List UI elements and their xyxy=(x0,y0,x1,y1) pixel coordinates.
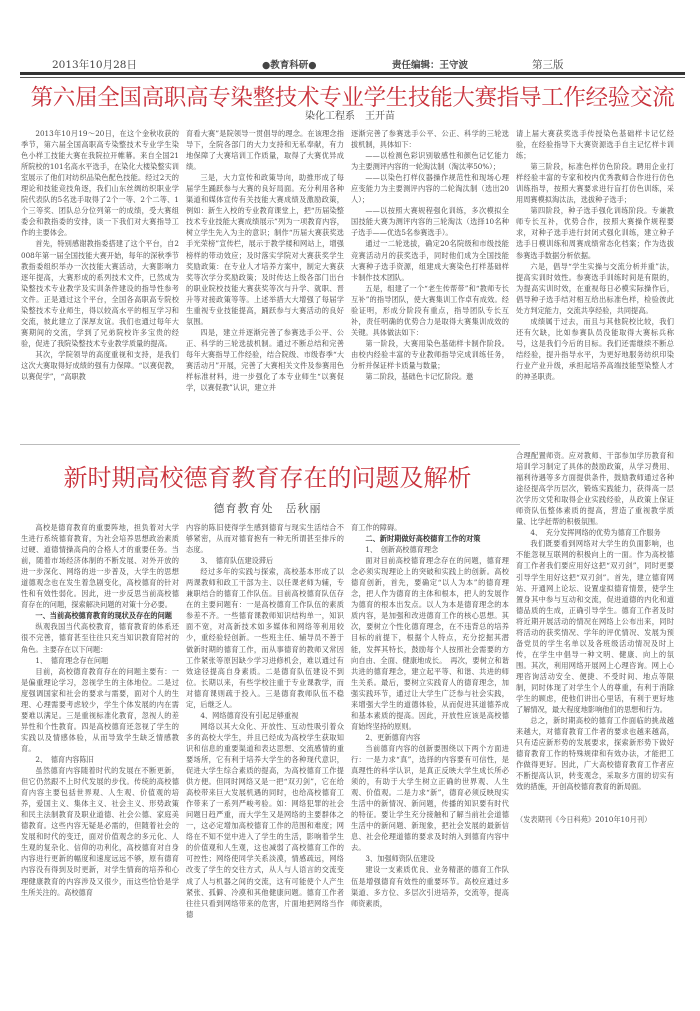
section-heading: 一、当前高校德育教育的现状及存在的问题 xyxy=(35,611,172,621)
article2-column-1 xyxy=(21,522,179,898)
paragraph: 纵观我国当代高校教育，德育教育的体系还很不完善，德育甚至往往只充当知识教育陪衬的角色。主要存在以下问题： xyxy=(21,622,179,654)
paragraph: 1、 德育理念存在问题 xyxy=(35,655,109,665)
paragraph: 通过一二轮选拔，确定20名院级和市级技能竞赛活动月的获奖选手，同时他们成为全国技能大赛种子选手资源，组建成大赛染色打样基础样卡制作技术团队。 xyxy=(351,239,509,282)
paragraph: 4、 充分发挥网络的优势为德育工作服务 xyxy=(530,528,661,538)
paragraph: 第一阶段，大赛用染色基础样卡制作阶段。由校内经验丰富的专业教师指导完成训练任务，分析并保证样卡质量与数量； xyxy=(351,338,509,370)
issue-date: 2013年10月28日 xyxy=(52,59,137,71)
paragraph: 第三阶段，标准色样仿色阶段。聘用企业打样经验丰富的专家和校内优秀教师合作进行仿色训练指导，按照大赛要求进行盲打仿色训练，采用周赛模拟淘汰法，选拔种子选手； xyxy=(516,162,674,205)
article2-byline: 德育教育处 岳秋丽 xyxy=(213,502,322,515)
paragraph: 3、 德育队伍建设滞后 xyxy=(200,556,274,566)
paragraph: 建设一支素质优良、业务精湛的德育工作队伍是增强德育有效性的重要环节。高校应通过多渠道、多方位、多层次引进培养，交流等，提高师资素质， xyxy=(351,865,509,908)
paragraph: 请上届大赛获奖选手传授染色基础样卡记忆经验，在经验指导下大赛资源选手自主记忆样卡训练； xyxy=(516,129,674,161)
article2-title: 新时期高校德育教育存在的问题及解析 xyxy=(63,464,472,492)
paragraph: 我们既要看到网络对大学生的负面影响，也不能忽视互联网的积极向上的一面。作为高校德育工作者我们要应用好这把“双刃剑”，同时更要引导学生用好这把“双刃剑”。首先，建立德育网站、开通网上论坛、设置虚拟德育情景，使学生置身其中参与互动和交流，促进道德的内化和道德品质的生成，正确引导学生。德育工作者及时将近期开展活动的情况在网络上公布出来，同时将活动的获奖情况、学年的评优情况、发展为预备党员的学生名单以及各班级活动情况及时上传，在学生中倡导一种文明、健康、向上的氛围。其次，利用网络开展网上心理咨询。网上心理咨询活动安全、便捷、不受时间、地点等限制，同时体现了对学生个人的尊重，有利于消除学生的顾虑，使他们讲出心里话，有利于更好地了解情况，最大程度地影响他们的思想和行为。 xyxy=(516,539,674,715)
source-citation: （发表期刊《今日科苑》2010年10月刊） xyxy=(516,815,652,825)
article2-column-4 xyxy=(516,450,674,826)
paragraph: 四是，建立并逐渐完善了参赛选手公平、公正、科学的三轮选拔机制。通过不断总结和完善每年大赛指导工作经验，结合院级、市级春季“大赛活动月”开展，完善了大赛相关文件及参赛用色样标准材料，进一步强化了本专业师生“以赛促学，以赛促教”认识，建立并 xyxy=(186,327,344,393)
paragraph: ——以染色打样仪器操作规范性和现场心理应变能力为主要测评内容的二轮淘汰制（选出20人）； xyxy=(351,173,509,205)
paragraph: 第四阶段，种子选手强化训练阶段。专兼教师专长互补，优势合作，按照大赛操作规程要求，对种子选手进行封闭式强化训练，建立种子选手日模训练和周赛成绩常态化档案；作为选拔参赛选手数据分析依据。 xyxy=(516,206,674,260)
paragraph: 经过多年的实践与探索，高校基本形成了以两课教师和政工干部为主、以任课老师为辅，专兼职结合的德育工作队伍。目前高校德育队伍存在的主要问题有：一是高校德育工作队伍的素质参差不齐。一些德育课教师知识结构单一，知识面不宽，对高新技术如多媒体和网络等利用较少，重经验轻创新。一些班主任、辅导员不善于做新时期的德育工作，而从事德育的教师又常因工作紧张等原因缺少学习进修机会，难以通过有效途径提高自身素质。二是德育队伍建设不到位。长期以来，有些学校注重于专业课教学，而对德育课则疏于投入。三是德育教师队伍不稳定，后继乏人。 xyxy=(186,567,344,709)
section-heading: 二、新时期做好高校德育工作的对策 xyxy=(365,534,481,544)
paragraph: 育工作的障碍。 xyxy=(351,523,402,532)
masthead-rule-thick xyxy=(20,72,685,75)
paragraph: 其次，学院领导的高度重视和支持，是我们这次大赛取得好成绩的强有力保障。“以赛促教，以赛促学”，“高职教 xyxy=(21,349,179,382)
paragraph: 内容的陈旧使得学生感到德育与现实生活结合不够紧密，从而对德育抱有一种无所谓甚至排斥的态度。 xyxy=(186,523,344,555)
paragraph: 2013年10月19～20日，在这个金秋收获的季节，第六届全国高职高专染整技术专业学生染色小样工技能大赛在我院拉开帷幕。来自全国21所院校的101名高水平选手，在染化大楼染整实训室展示了他们对纺织品染色配色技能。经过2天的理论和技能竞技角逐，我们山东丝绸纺织职业学院代表队的5名选手取得了2个一等、2个二等、1个三等奖、团队总分位列第一的成绩，受大赛组委会和教指委的安排，谈一下我们对大赛指导工作的主要体会。 xyxy=(21,129,179,238)
article1-column-1 xyxy=(21,128,179,382)
article1-column-4 xyxy=(516,128,674,382)
paragraph: 逐渐完善了参赛选手公平、公正、科学的三轮选拔机制，具体如下： xyxy=(351,129,509,150)
paragraph: 2、 德育内容陈旧 xyxy=(35,754,94,764)
masthead-rule-thin xyxy=(20,77,685,78)
paragraph: 网络以其大众化、开放性、互动性吸引着众多的高校大学生，并且已经成为高校学生获取知识和信息的重要渠道和表达思想、交流感情的重要场所，它有利于培养大学生的各种现代意识，促进大学生综合素质的提高，为高校德育工作提供方便。但同时网络又是一把“双刃剑”，它在给高校带来巨大发展机遇的同时，也给高校德育工作带来了一系列严峻考验。如：网络犯罪的社会问题日趋严重，而大学生又是网络的主要群体之一，这必定增加高校德育工作的范围和难度；网络在不知不觉中进入了学生的生活，影响着学生的价值观和人生观，这也减弱了高校德育工作的可控性；网络使同学关系淡漠，情感疏远，网络改变了学生的交往方式，从人与人语言的交流变成了人与机器之间的交流，这有可能使个人产生紧张、孤僻、冷漠和其他健康问题。德育工作者往往只看到网络带来的危害，片面地把网络当作德 xyxy=(186,721,344,919)
article1-column-2 xyxy=(186,128,344,393)
paragraph: 三是，大力宣传和政策导向，助推形成了每届学生踊跃参与大赛的良好局面。充分利用各种渠道和媒体宣传有关技能大赛成绩及激励政策，例如：新生入校的专业教育课堂上，把“历届染整技术专业技能大赛成绩展示”列为一项教育内容，树立学生先入为主的意识；制作“历届大赛获奖选手光荣榜”宣传栏，展示于教学楼和网站上，增强榜样的带动效应；及时落实学院对大赛获奖学生奖励政策：在专业人才培养方案中，制定大赛获奖等次学分奖励政策；及时传达上级各部门出台的职业院校技能大赛获奖等次与升学、就职、晋升等对接政策等等。上述举措大大增强了每届学生重视专业技能提高，踊跃参与大赛活动的良好氛围。 xyxy=(186,173,344,326)
paragraph: ——以按照大赛规程强化训练，多次模拟全国技能大赛为测评内容的三轮淘汰（选择10名种子选手——优选5名参赛选手）。 xyxy=(351,206,509,238)
paragraph: 目前，高校德育教育存在的问题主要有：一是偏重理论学习，忽视学生的主体地位。二是过度强调国家和社会的要求与需要，面对个人的生理、心理需要考虑较少，学生个体发展的内在需要难以满足。三是重视标准化教育，忽视人的差异性和个性教育。四是高校德育还忽视了学生的实践以及情感体验，从而导致学生缺乏情感教育。 xyxy=(21,666,179,753)
page-number: 第三版 xyxy=(532,59,564,71)
paragraph: 成绩属于过去，而且与其他院校比较，我们还有欠缺，比如参赛队员没能取得大赛标兵称号，这是我们今后的目标。我们还需继续不断总结经验，提升指导水平，为更好地服务纺织印染行业产业升级，承担起培养高端技能型染整人才的神圣职责。 xyxy=(516,316,674,382)
paragraph: 总之，新时期高校的德育工作面临的挑战越来越大，对德育教育工作者的要求也越来越高，只有适应新形势的发展要求，探索新形势下做好德育教育工作的特殊规律和有效办法，才能把工作做得更好。因此，广大高校德育教育工作者应不断提高认识，转变观念，采取多方面的切实有效的措施，开创高校德育教育的新局面。 xyxy=(516,716,674,792)
article2-column-2 xyxy=(186,522,344,920)
paragraph: 首先，特别感谢教指委搭建了这个平台，自2008年第一届全国技能大赛开始，每年的深秋季节教指委组织举办一次技能大赛活动，大赛影响力逐年提高，大赛形成的系列技术文件，已然成为染整技术专业教学及实训条件建设的指导性参考文件。正是通过这个平台，全国各高职高专院校染整技术专业师生，得以较高水平的相互学习和交流，彼此建立了深厚友谊。我们也通过每年大赛期间的交流，学到了兄弟院校许多宝贵的经验，促进了我院染整技术专业教学质量的提高。 xyxy=(21,239,179,348)
article1-title: 第六届全国高职高专染整技术专业学生技能大赛指导工作经验交流 xyxy=(30,85,675,111)
paragraph: 六是，倡导“学生实操与交流分析并重”法，提高实训时效性。参赛选手训练时间是有限的，为提高实训时效，在重视每日必模实际操作后，倡导种子选手结对相互给出标准色样，检验彼此处方判定能力，交流共享经验，共同提高。 xyxy=(516,261,674,315)
paragraph: ——以检测色彩识别敏感性和颜色记忆能力为主要测评内容的一轮淘汰制（淘汰率50%）； xyxy=(351,151,509,172)
paragraph: 第二阶段，基础色卡记忆阶段。邀 xyxy=(365,372,474,382)
paragraph: 合理配置师资。应对教师、干部参加学历教育和培训学习制定了具体的鼓励政策，从学习费用、福利待遇等多方面提供条件，鼓励教师通过各种途径提高学历层次，锻炼实践能力，获得高一层次学历文凭和取得企业实践经验，从政策上保证师资队伍整体素质的提高，营造了重视教学质量、比学赶帮的积极氛围。 xyxy=(516,451,674,527)
paragraph: 虽然德育内容随着时代的发展在不断更新，但它仍然跟不上时代发展的步伐。传统的高校德育内容主要包括世界观、人生观、价值观的培养，爱国主义、集体主义、社会主义、形势政策和民主法制教育及职业道德、社会公德、家庭美德教育。这些内容无疑是必需的，但随着社会的发展和时代的变迁，面对价值观念的多元化、人生观的复杂化、信仰的功利化，高校德育对自身内容进行更新的幅度和速度远远不够，原有德育内容没有得到及时更新，对学生情商的培养和心理健康教育的内容涉及又很少，而这些恰恰是学生所关注的。高校德育 xyxy=(21,766,179,897)
paragraph: 1、 创新高校德育理念 xyxy=(365,545,439,555)
article-divider xyxy=(20,444,520,445)
paragraph: 育看大赛”是院领导一贯倡导的理念。在该理念指导下，全院各部门的大力支持和无私奉献，有力地保障了大赛培训工作质量，取得了大赛优异成绩。 xyxy=(186,129,344,172)
paragraph: 面对目前高校德育理念存在的问题，德育理念必须实现理论上的突破和实践上的创新。高校德育创新，首先，要确定“以人为本”的德育理念，把人作为德育的主体和根本，把人的发展作为德育的根本出发点。以人为本是德育理念的本质内容，是加强和改进德育工作的核心思想。其次，要树立个性化德育理念，在不违背总的培养目标的前提下，根据个人特点，充分挖掘其潜能，发挥其特长，鼓励每个人按照社会需要的方向自由、全面、健康地成长。 再次，要树立和谐共进的德育理念，建立起平等、和谐、共进的师生关系。最后，要树立实践育人的德育理念，加强实践环节，通过让大学生广泛参与社会实践，来增强大学生的道德体验，从而促进其道德养成和基本素质的提高。因此，开放性应该是高校德育始终坚持的原则。 xyxy=(351,556,509,731)
article1-byline: 染化工程系 王开苗 xyxy=(305,111,395,122)
paragraph: 2、更新德育内容 xyxy=(365,732,421,742)
paragraph: 五是，组建了一个“老生传帮带”和“教师专长互补”的指导团队，使大赛集训工作卓有成效。经验证明，形成分阶段有重点，指导团队专长互补，责任明确的优势合力是取得大赛集训成效的关键。具体做法如下： xyxy=(351,283,509,337)
editor-credit: 责任编辑：王守波 xyxy=(392,60,469,71)
paragraph: 高校是德育教育的重要阵地，担负着对大学生进行系统德育教育，为社会培养思想政治素质过硬、道德情操高尚的合格人才的重要任务。当前，随着市场经济体制的不断发展、对外开放的进一步深化、网络的进一步普及，大学生的思想道德观念也在发生着急剧变化，高校德育的针对性和有效性弱化。因此，进一步反思当前高校德育存在的问题，探索解决问题的对策十分必要。 xyxy=(21,523,179,610)
paragraph: 3、加强师资队伍建设 xyxy=(365,854,435,864)
paragraph: 当前德育内容的创新要围绕以下两个方面进行：一是力求“真”，选择的内容要有可信性，是真理性的科学认识，是真正反映大学生成长所必须的，有助于大学生树立正确的世界观、人生观、价值观。二是力求“新”，德育必须反映现实生活中的新情况、新问题，传播的知识要有时代的特征。要让学生充分接触和了解当前社会道德生活中的新问题、新现象，把社会发展的最新信息、社会伦理道德的要求及时纳入到德育内容中去。 xyxy=(351,743,509,853)
masthead xyxy=(22,57,678,71)
column-name: ●教育科研● xyxy=(262,60,317,71)
paragraph: 4、网络德育没有引起足够重视 xyxy=(200,710,299,720)
article1-column-3 xyxy=(351,128,509,382)
article2-column-3 xyxy=(351,522,509,909)
